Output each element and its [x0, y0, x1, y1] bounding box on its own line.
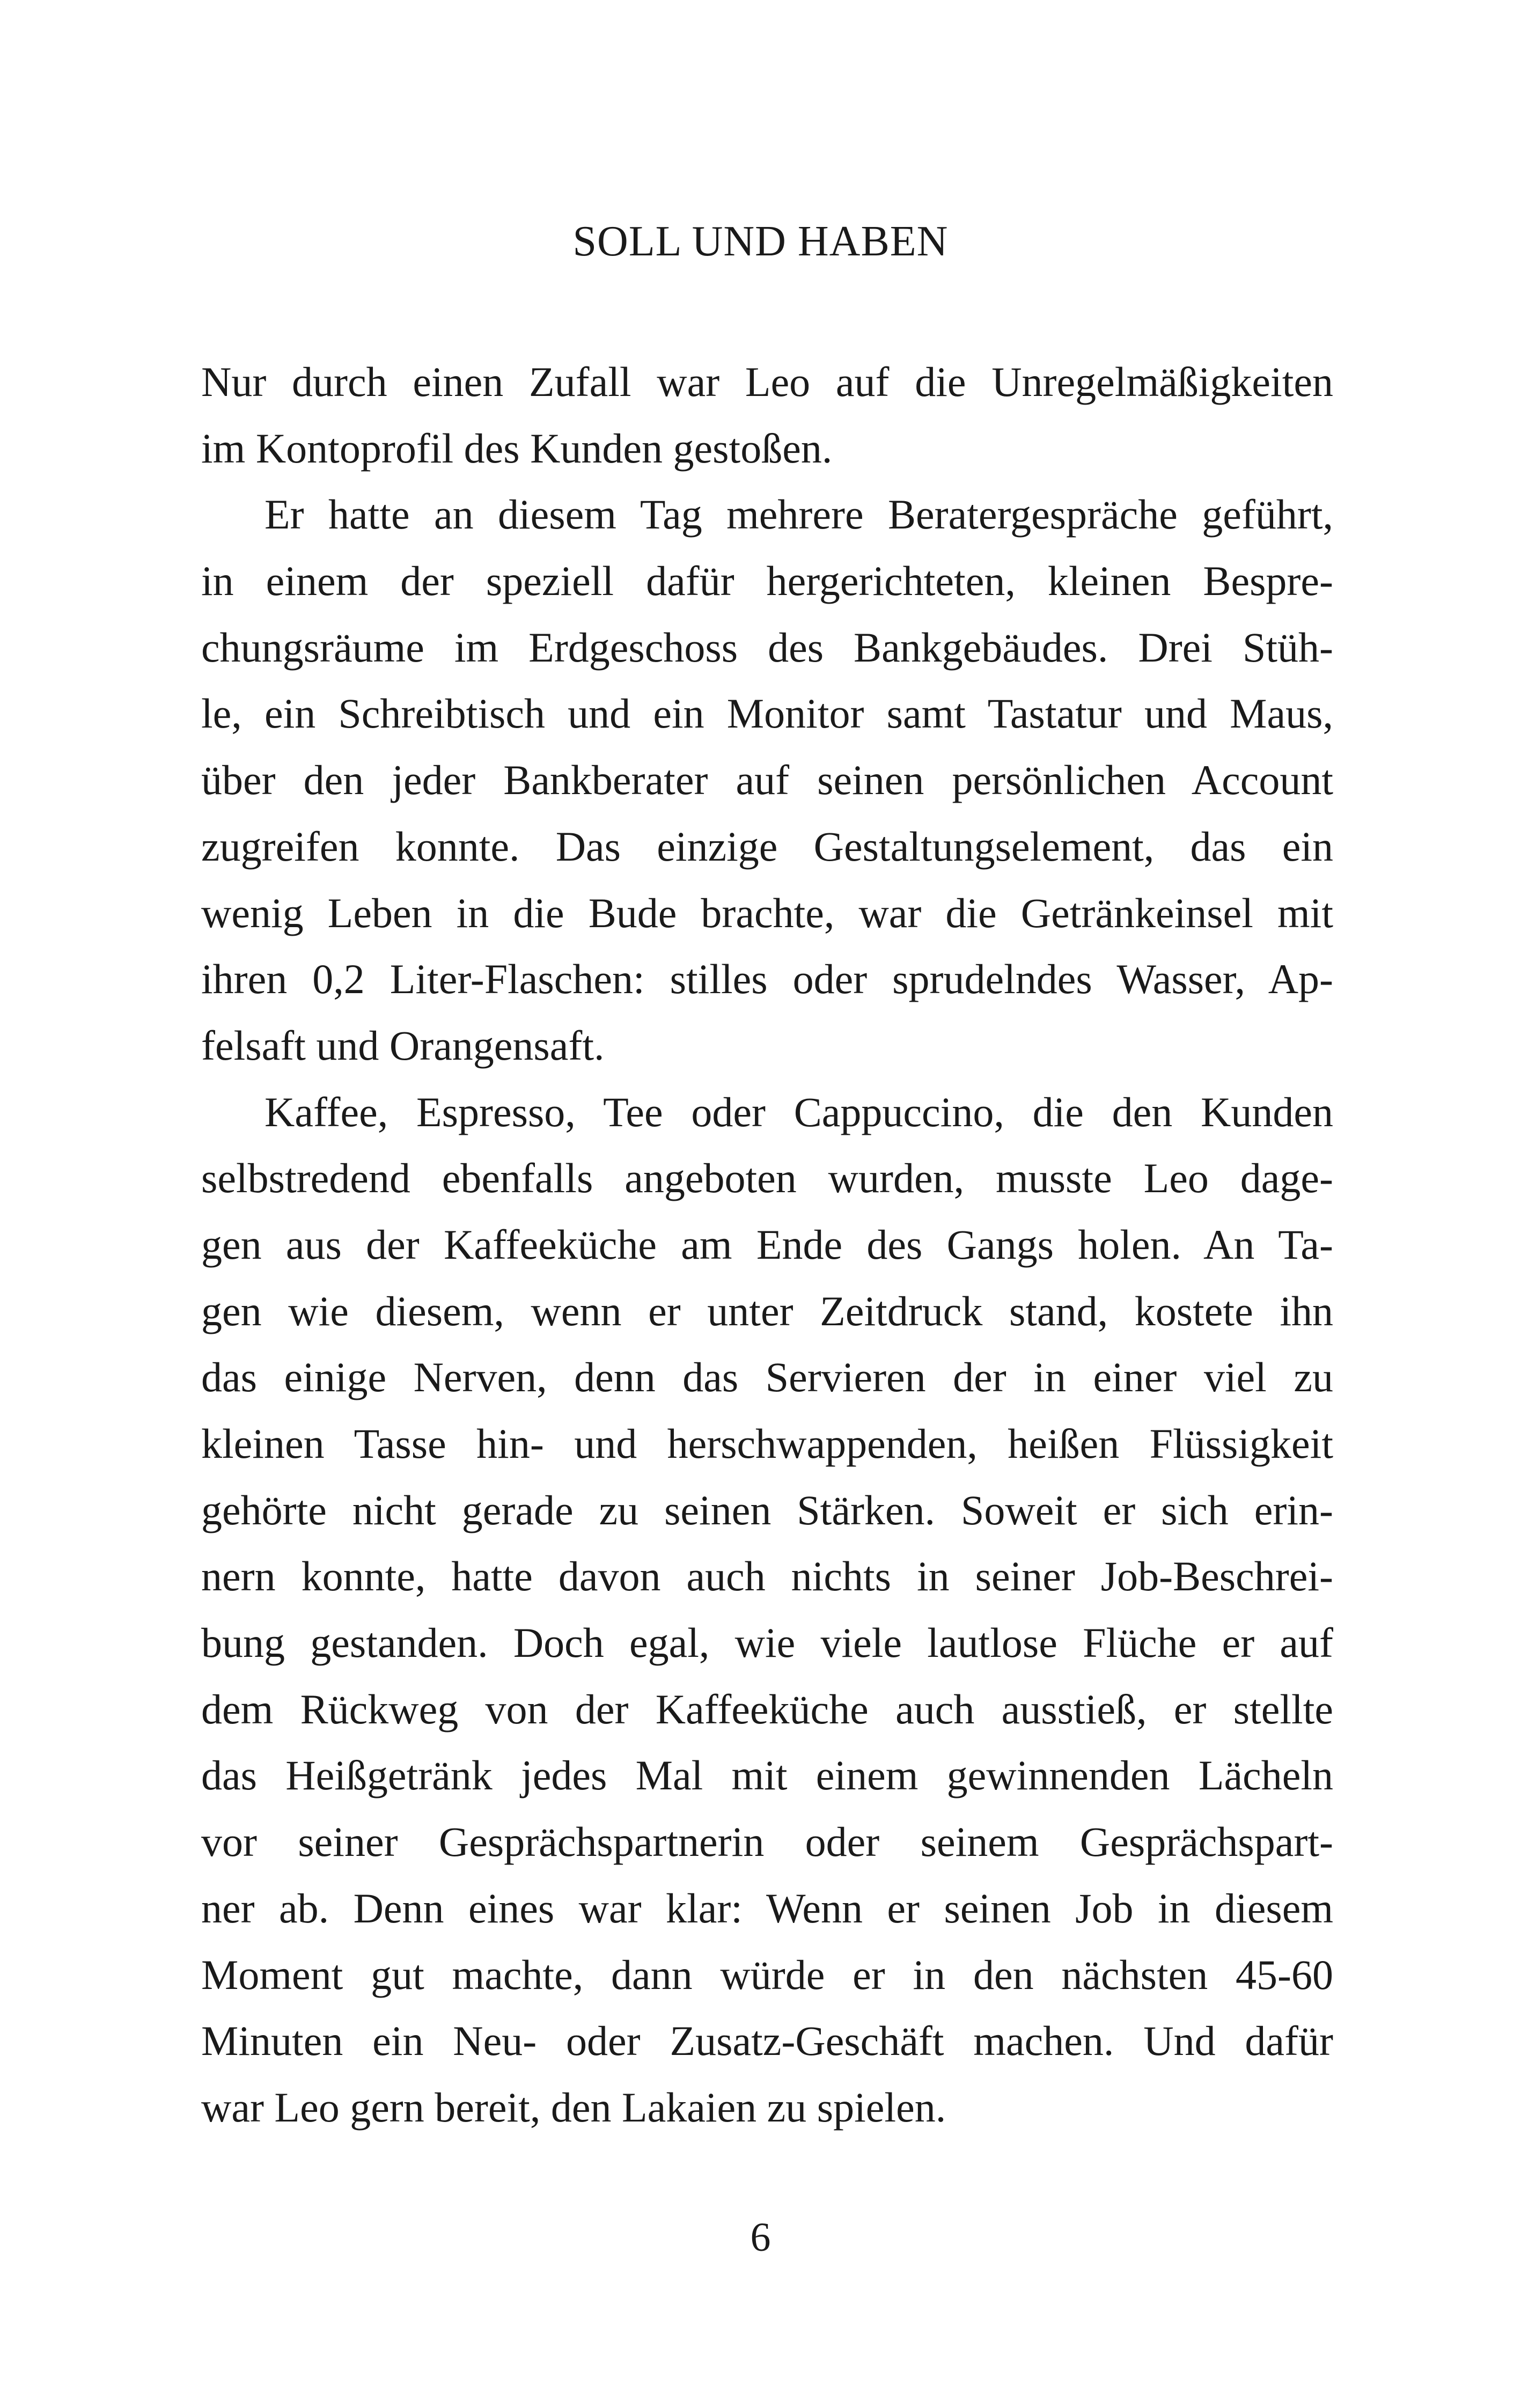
- text-line: das einige Nerven, denn das Servieren der in einer viel zu: [201, 1354, 1333, 1401]
- text-line: über den jeder Bankberater auf seinen persönlichen Account: [201, 757, 1333, 804]
- text-line: gen aus der Kaffeeküche am Ende des Gangs holen. An Ta-: [201, 1221, 1333, 1268]
- text-line: gehörte nicht gerade zu seinen Stärken. Soweit er sich erin-: [201, 1486, 1333, 1533]
- text-line: in einem der speziell dafür hergerichteten, kleinen Bespre-: [201, 557, 1333, 605]
- body-text: [201, 349, 1333, 2141]
- text-line: ihren 0,2 Liter-Flaschen: stilles oder sprudelndes Wasser, Ap-: [201, 956, 1333, 1003]
- text-line: vor seiner Gesprächspartnerin oder seinem Gesprächspart-: [201, 1818, 1333, 1866]
- page-number: 6: [750, 2215, 771, 2260]
- text-line: gen wie diesem, wenn er unter Zeitdruck stand, kostete ihn: [201, 1287, 1333, 1334]
- page-title: SOLL UND HABEN: [572, 218, 949, 265]
- text-line: zugreifen konnte. Das einzige Gestaltungselement, das ein: [201, 823, 1333, 870]
- text-line: im Kontoprofil des Kunden gestoßen.: [201, 424, 833, 472]
- text-line: felsaft und Orangensaft.: [201, 1022, 605, 1069]
- text-line: Nur durch einen Zufall war Leo auf die Unregelmäßigkeiten: [201, 358, 1333, 405]
- text-line: nern konnte, hatte davon auch nichts in seiner Job-Beschrei-: [201, 1553, 1333, 1600]
- text-line: ner ab. Denn eines war klar: Wenn er seinen Job in diesem: [201, 1884, 1333, 1932]
- text-line: dem Rückweg von der Kaffeeküche auch ausstieß, er stellte: [201, 1685, 1333, 1732]
- text-line: kleinen Tasse hin- und herschwappenden, heißen Flüssigkeit: [201, 1420, 1333, 1467]
- text-line: das Heißgetränk jedes Mal mit einem gewinnenden Lächeln: [201, 1752, 1333, 1799]
- text-line: Minuten ein Neu- oder Zusatz-Geschäft machen. Und dafür: [201, 2017, 1333, 2065]
- text-line: selbstredend ebenfalls angeboten wurden, musste Leo dage-: [201, 1155, 1333, 1202]
- text-line: wenig Leben in die Bude brachte, war die Getränkeinsel mit: [201, 889, 1333, 936]
- text-line: war Leo gern bereit, den Lakaien zu spielen.: [201, 2083, 946, 2131]
- text-line: chungsräume im Erdgeschoss des Bankgebäudes. Drei Stüh-: [201, 623, 1333, 671]
- text-line: Er hatte an diesem Tag mehrere Beratergespräche geführt,: [264, 491, 1333, 538]
- text-line: bung gestanden. Doch egal, wie viele lautlose Flüche er auf: [201, 1619, 1333, 1666]
- text-line: Kaffee, Espresso, Tee oder Cappuccino, die den Kunden: [264, 1088, 1333, 1135]
- text-line: Moment gut machte, dann würde er in den nächsten 45-60: [201, 1951, 1333, 1998]
- text-line: le, ein Schreibtisch und ein Monitor samt Tastatur und Maus,: [201, 690, 1333, 737]
